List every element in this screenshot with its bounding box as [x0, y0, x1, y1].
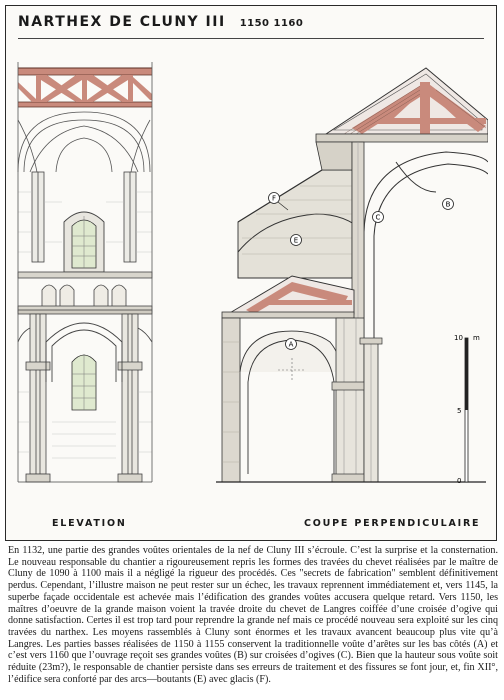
- scale-label-zero: 0: [457, 477, 462, 485]
- scale-bar: [454, 334, 480, 485]
- scale-label-max: 10: [454, 334, 463, 342]
- label-e: E: [293, 236, 299, 245]
- section-main-vault: [364, 152, 488, 342]
- elevation-roof-trusses: [18, 68, 152, 107]
- label-c: C: [375, 213, 381, 222]
- label-b: B: [445, 200, 451, 209]
- caption-elevation: ELEVATION: [52, 518, 127, 529]
- elevation-bases: [18, 474, 152, 482]
- section-aisle-roof: [222, 276, 354, 318]
- elevation-upper-window: [64, 212, 104, 272]
- title-rule: [18, 38, 484, 39]
- title-text: NARTHEX DE CLUNY III: [18, 14, 226, 30]
- section-flying-buttress: [238, 142, 364, 278]
- section-main-roof: [326, 68, 488, 134]
- section-cornice: [316, 134, 488, 142]
- caption-section: COUPE PERPENDICULAIRE: [304, 518, 481, 529]
- plate-title: [18, 14, 303, 36]
- elevation-lower-window: [72, 354, 96, 410]
- scale-label-mid: 5: [457, 407, 462, 415]
- body-paragraph: En 1132, une partie des grandes voûtes orientales de la nef de Cluny III s’écroule. C’est la surprise et la consternation. Le nouveau responsable du chantier a rigoureusement repris les formes des travées du chevet réalisées par le maître de Cluny de 1090 à 1100 mais il a négligé la rigueur des procédés. Ces "secrets de fabrication" semblent définitivement perdus. Cependant, l’illustre maison ne peut rester sur un échec, les travaux reprennent immédiatement et, vers 1145, la superbe façade occidentale est achevée mais l’édification des grandes voûtes accusera quelque retard. Vers 1150, les maîtres d’oeuvre de la grande maison voient la travée droite du chevet de Langres coiffée d’une croisée d’ogive qui donne satisfaction. Certes il est trop tard pour reprendre la grande nef mais ce procédé nouveau sera exploité sur les cinq travées du narthex. Les moyens rassemblés à Cluny sont énormes et les travaux avancent beaucoup plus vite qu’à Langres. Les parties basses réalisées de 1150 à 1155 conservent la traditionnelle voûte d’arêtes sur les bas côtés (A) et c’est vers 1160 que l’ouvrage reçoit ses grandes voûtes (B) sur croisées d’ogives (C). Bien que la hauteur sous voûte soit réduite (23m?), le responsable de chantier persiste dans ses erreurs de traitement et des fissures se font jour, et, fin XII°, l’édifice sera conforté par des arcs—boutants (E) avec glacis (F).: [8, 545, 498, 685]
- illustration-plate: [5, 5, 497, 541]
- elevation-drawing: [18, 62, 152, 482]
- elevation-triforium: [18, 285, 152, 314]
- scale-unit: m: [473, 334, 480, 342]
- label-f: F: [271, 194, 277, 203]
- architectural-drawing: [16, 42, 488, 520]
- label-a: A: [288, 340, 294, 349]
- title-years: 1150 1160: [239, 18, 304, 29]
- elevation-string-course: [18, 272, 152, 278]
- section-drawing: [216, 68, 488, 485]
